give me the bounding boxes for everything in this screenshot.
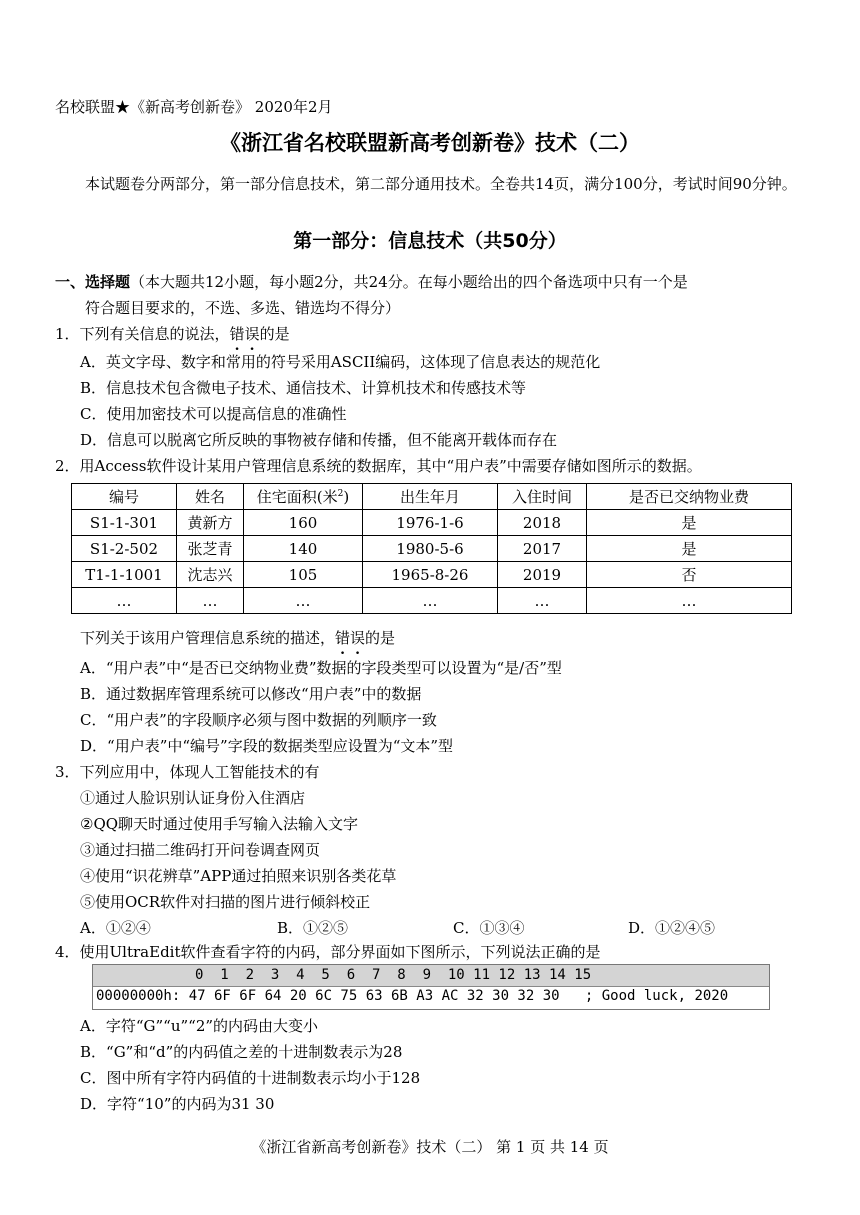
col-header-fee: 是否已交纳物业费 xyxy=(587,484,792,510)
q3-option-c: C．①③④ xyxy=(453,919,525,937)
table-cell: 1980-5-6 xyxy=(363,536,498,562)
ultraedit-hex-view xyxy=(92,964,770,1010)
table-cell: 2018 xyxy=(498,510,587,536)
q1-option-c: C．使用加密技术可以提高信息的准确性 xyxy=(80,405,347,423)
table-cell: 是 xyxy=(587,536,792,562)
q4-stem: 4．使用UltraEdit软件查看字符的内码，部分界面如下图所示，下列说法正确的是 xyxy=(55,943,601,961)
table-header-row xyxy=(72,484,792,510)
table-cell: 张芝青 xyxy=(177,536,244,562)
table-cell: 2019 xyxy=(498,562,587,588)
q2-sub-stem xyxy=(80,628,395,648)
table-cell: 否 xyxy=(587,562,792,588)
col-header-name: 姓名 xyxy=(177,484,244,510)
document-title: 《浙江省名校联盟新高考创新卷》技术（二） xyxy=(220,131,640,155)
q2-sub-emphasis-1: 错 xyxy=(335,629,351,647)
q2-sub-prefix: 下列关于该用户管理信息系统的描述， xyxy=(80,629,336,647)
q3-option-a: A．①②④ xyxy=(80,919,151,937)
intro-paragraph: 本试题卷分两部分，第一部分信息技术，第二部分通用技术。全卷共14页，满分100分，考试时间90分钟。 xyxy=(85,175,797,193)
col-header-area-close: ) xyxy=(343,488,350,506)
table-row xyxy=(72,510,792,536)
table-cell: … xyxy=(587,588,792,614)
table-row xyxy=(72,562,792,588)
table-cell: S1-2-502 xyxy=(72,536,177,562)
q3-option-b: B．①②⑤ xyxy=(277,919,349,937)
table-cell: 105 xyxy=(244,562,363,588)
section1-desc-line1: （本大题共12小题，每小题2分，共24分。在每小题给出的四个备选项中只有一个是 xyxy=(130,273,688,291)
section1-heading-label: 一、选择题 xyxy=(55,273,131,291)
q1-option-a: A．英文字母、数字和常用的符号采用ASCII编码，这体现了信息表达的规范化 xyxy=(80,353,601,371)
section1-heading xyxy=(55,272,688,292)
header-source-line: 名校联盟★《新高考创新卷》 2020年2月 xyxy=(55,98,333,116)
table-cell: … xyxy=(177,588,244,614)
user-table xyxy=(71,483,792,614)
q1-stem-emphasis-2: 误 xyxy=(244,325,260,343)
ultraedit-hex-row: 00000000h: 47 6F 6F 64 20 6C 75 63 6B A3 AC 32 30 32 30 ; Good luck, 2020 xyxy=(96,988,729,1004)
q1-stem-emphasis-1: 错 xyxy=(229,325,245,343)
col-header-movein: 入住时间 xyxy=(498,484,587,510)
ultraedit-column-ruler xyxy=(93,965,769,987)
q3-item-3: ③通过扫描二维码打开问卷调查网页 xyxy=(80,841,321,859)
table-cell: T1-1-1001 xyxy=(72,562,177,588)
q2-option-a: A．“用户表”中“是否已交纳物业费”数据的字段类型可以设置为“是/否”型 xyxy=(80,659,562,677)
table-cell: … xyxy=(72,588,177,614)
q1-stem-prefix: 1．下列有关信息的说法， xyxy=(55,325,230,343)
table-cell: 黄新方 xyxy=(177,510,244,536)
table-cell: 是 xyxy=(587,510,792,536)
q3-item-5: ⑤使用OCR软件对扫描的图片进行倾斜校正 xyxy=(80,893,371,911)
col-header-birth: 出生年月 xyxy=(363,484,498,510)
table-cell: … xyxy=(498,588,587,614)
q2-sub-suffix: 的是 xyxy=(365,629,396,647)
q2-option-b: B．通过数据库管理系统可以修改“用户表”中的数据 xyxy=(80,685,422,703)
table-cell: 160 xyxy=(244,510,363,536)
ultraedit-column-numbers: 0 1 2 3 4 5 6 7 8 9 10 11 12 13 14 15 xyxy=(195,967,592,983)
table-cell: 2017 xyxy=(498,536,587,562)
q1-stem xyxy=(55,324,290,344)
q4-option-a: A．字符“G”“u”“2”的内码由大变小 xyxy=(80,1017,319,1035)
q1-option-b: B．信息技术包含微电子技术、通信技术、计算机技术和传感技术等 xyxy=(80,379,527,397)
q4-option-c: C．图中所有字符内码值的十进制数表示均小于128 xyxy=(80,1069,421,1087)
table-row xyxy=(72,588,792,614)
q3-item-4: ④使用“识花辨草”APP通过拍照来识别各类花草 xyxy=(80,867,397,885)
col-header-area-text: 住宅面积(米 xyxy=(256,488,338,506)
q2-sub-emphasis-2: 误 xyxy=(350,629,366,647)
q3-item-2: ②QQ聊天时通过使用手写输入法输入文字 xyxy=(80,815,359,833)
q3-item-1: ①通过人脸识别认证身份入住酒店 xyxy=(80,789,306,807)
col-header-id: 编号 xyxy=(72,484,177,510)
part1-title: 第一部分：信息技术（共50分） xyxy=(293,230,567,252)
table-cell: 140 xyxy=(244,536,363,562)
table-cell: S1-1-301 xyxy=(72,510,177,536)
q2-option-d: D．“用户表”中“编号”字段的数据类型应设置为“文本”型 xyxy=(80,737,454,755)
col-header-area xyxy=(244,484,363,510)
col-header-area-sup: 2 xyxy=(337,489,344,499)
table-cell: 沈志兴 xyxy=(177,562,244,588)
q1-option-d: D．信息可以脱离它所反映的事物被存储和传播，但不能离开载体而存在 xyxy=(80,431,558,449)
table-cell: … xyxy=(363,588,498,614)
table-row xyxy=(72,536,792,562)
q2-stem: 2．用Access软件设计某用户管理信息系统的数据库，其中“用户表”中需要存储如图所示的数据。 xyxy=(55,457,702,475)
section1-desc-line2: 符合题目要求的，不选、多选、错选均不得分） xyxy=(85,299,401,317)
table-cell: … xyxy=(244,588,363,614)
q3-option-d: D．①②④⑤ xyxy=(628,919,716,937)
q4-option-b: B．“G”和“d”的内码值之差的十进制数表示为28 xyxy=(80,1043,403,1061)
q2-option-c: C．“用户表”的字段顺序必须与图中数据的列顺序一致 xyxy=(80,711,437,729)
table-cell: 1976-1-6 xyxy=(363,510,498,536)
q3-stem: 3．下列应用中，体现人工智能技术的有 xyxy=(55,763,320,781)
page-footer: 《浙江省新高考创新卷》技术（二） 第 1 页 共 14 页 xyxy=(251,1138,609,1156)
q1-stem-suffix: 的是 xyxy=(259,325,290,343)
q4-option-d: D．字符“10”的内码为31 30 xyxy=(80,1095,275,1113)
table-cell: 1965-8-26 xyxy=(363,562,498,588)
